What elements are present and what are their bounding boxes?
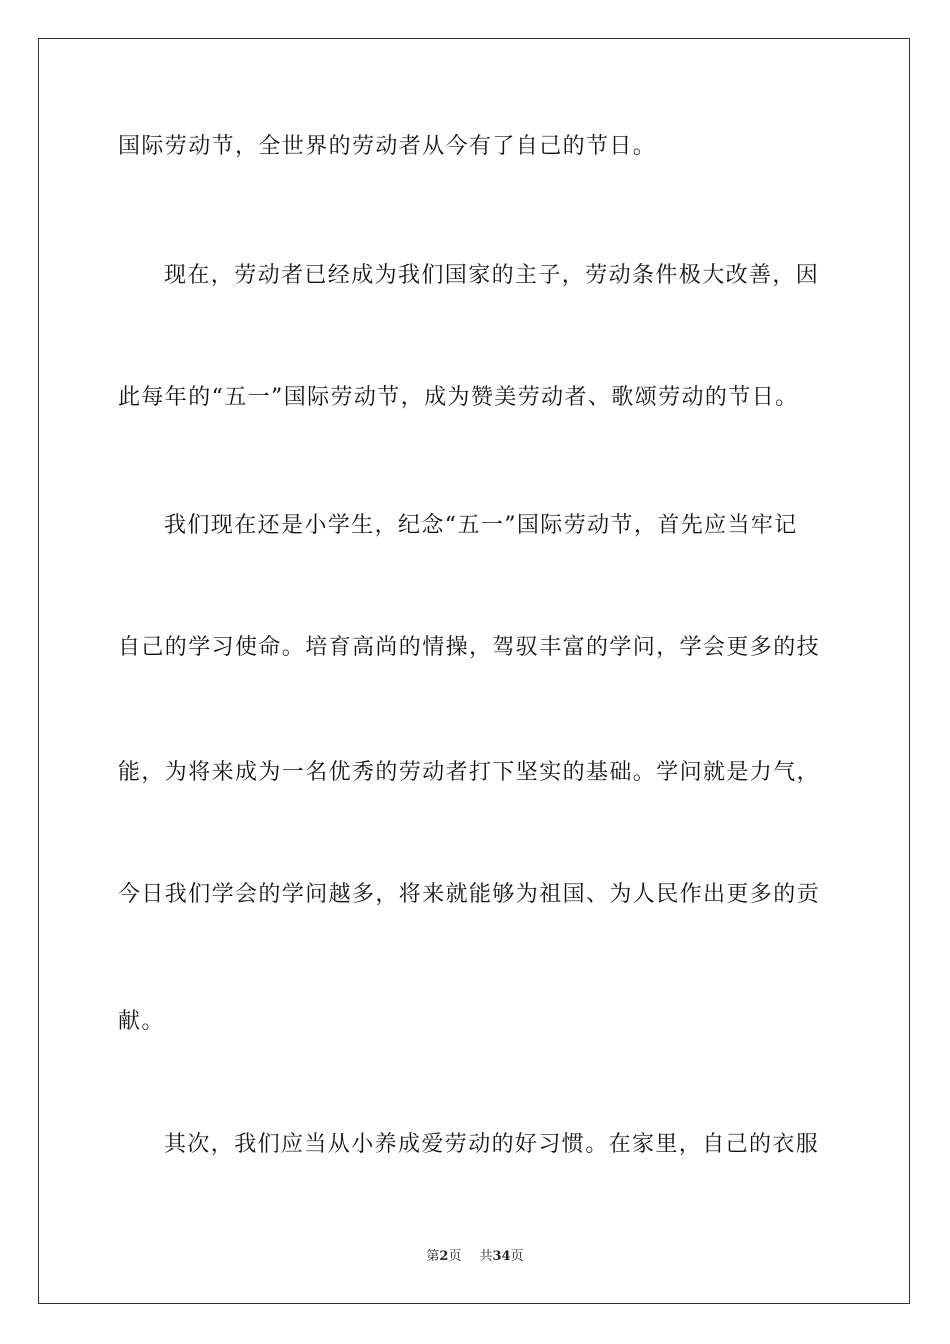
text-line: 自己的学习使命。培育高尚的情操，驾驭丰富的学问，学会更多的技 (118, 635, 821, 660)
text-line: 能，为将来成为一名优秀的劳动者打下坚实的基础。学问就是力气， (118, 760, 821, 785)
total-unit: 页 (510, 1249, 524, 1264)
page-footer (0, 1248, 950, 1266)
text-line: 今日我们学会的学问越多，将来就能够为祖国、为人民作出更多的贡 (118, 882, 821, 907)
paragraph-first-line: 现在，劳动者已经成为我们国家的主子，劳动条件极大改善，因 (164, 263, 820, 288)
page-border (38, 38, 910, 1304)
text-line: 献。 (118, 1009, 165, 1034)
text-line: 此每年的“五一”国际劳动节，成为赞美劳动者、歌颂劳动的节日。 (118, 385, 799, 410)
page-unit: 页 (448, 1249, 462, 1264)
paragraph-first-line: 其次，我们应当从小养成爱劳动的好习惯。在家里，自己的衣服 (164, 1132, 820, 1157)
text-line: 国际劳动节，全世界的劳动者从今有了自己的节日。 (118, 134, 657, 159)
page-prefix: 第 (426, 1249, 440, 1264)
paragraph-first-line: 我们现在还是小学生，纪念“五一”国际劳动节，首先应当牢记 (164, 513, 798, 538)
total-prefix: 共 (479, 1249, 493, 1264)
page-total: 34 (492, 1249, 511, 1264)
page-number: 2 (439, 1249, 449, 1264)
